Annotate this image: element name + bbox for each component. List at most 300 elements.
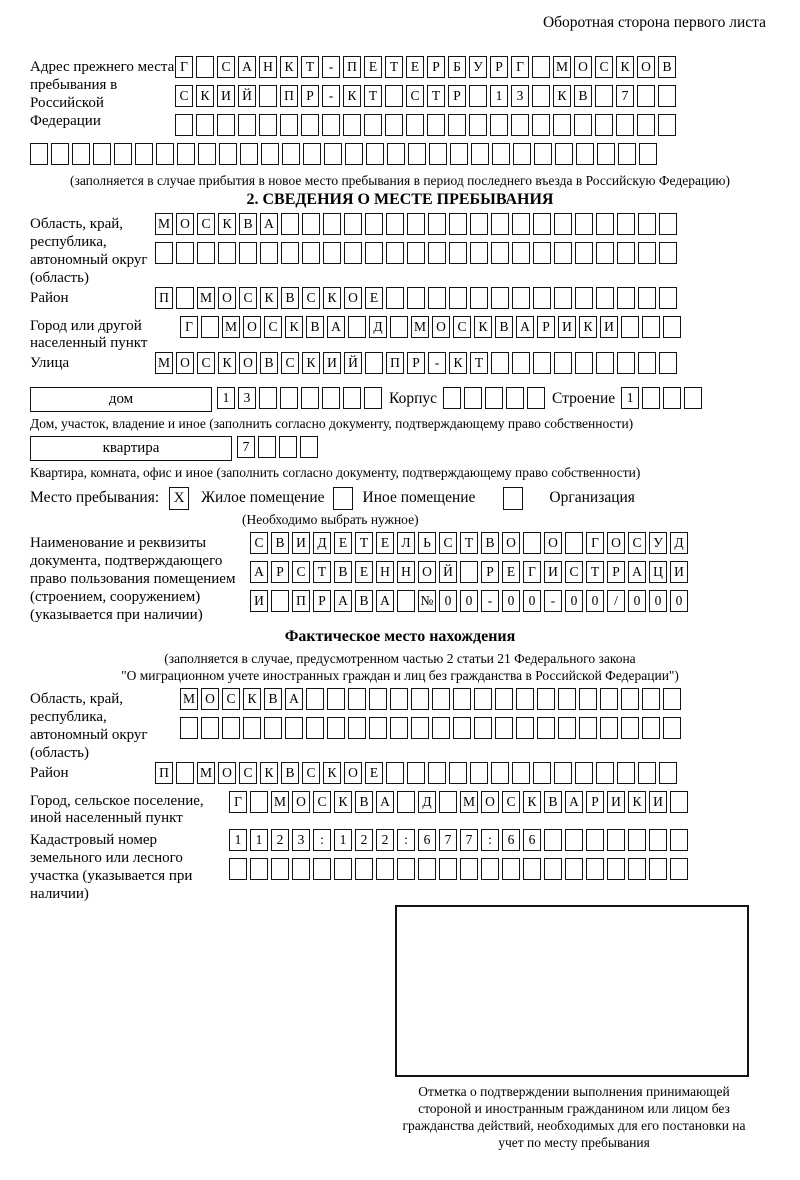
char-box bbox=[502, 858, 520, 880]
gorod-label: Город или другой населенный пункт bbox=[30, 318, 148, 351]
char-box bbox=[470, 213, 488, 235]
option-inoe-label: Иное помещение bbox=[362, 489, 476, 506]
char-box: В bbox=[495, 316, 513, 338]
char-box bbox=[595, 85, 613, 107]
char-box bbox=[511, 114, 529, 136]
char-box: Р bbox=[301, 85, 319, 107]
char-box bbox=[327, 688, 345, 710]
char-box: К bbox=[553, 85, 571, 107]
field-gorod bbox=[30, 316, 770, 352]
char-row bbox=[250, 532, 691, 555]
char-box bbox=[365, 213, 383, 235]
char-box bbox=[250, 791, 268, 813]
char-box bbox=[427, 114, 445, 136]
char-box bbox=[659, 213, 677, 235]
char-box bbox=[460, 561, 478, 583]
char-box bbox=[385, 114, 403, 136]
char-box bbox=[345, 143, 363, 165]
char-box bbox=[302, 213, 320, 235]
char-box bbox=[280, 387, 298, 409]
char-box bbox=[565, 858, 583, 880]
char-box: С bbox=[313, 791, 331, 813]
char-box bbox=[369, 717, 387, 739]
char-box: И bbox=[558, 316, 576, 338]
char-box bbox=[222, 717, 240, 739]
char-box: В bbox=[481, 532, 499, 554]
char-box: О bbox=[243, 316, 261, 338]
field-kvartira bbox=[30, 436, 770, 462]
prev-address-caption: (заполняется в случае прибытия в новое место пребывания в период последнего въезда в Российскую Федерацию) bbox=[69, 173, 731, 188]
kadastr-rows bbox=[229, 829, 691, 887]
char-box: С bbox=[628, 532, 646, 554]
char-box: С bbox=[197, 213, 215, 235]
char-box bbox=[670, 791, 688, 813]
char-box bbox=[495, 688, 513, 710]
char-box bbox=[344, 213, 362, 235]
char-box: И bbox=[544, 561, 562, 583]
char-box bbox=[586, 858, 604, 880]
kvartira-caption: Квартира, комната, офис и иное (заполнить согласно документу, подтверждающему право собственности) bbox=[30, 465, 641, 480]
char-box: П bbox=[386, 352, 404, 374]
char-box: К bbox=[302, 352, 320, 374]
char-box: И bbox=[670, 561, 688, 583]
char-box bbox=[597, 143, 615, 165]
char-box bbox=[364, 387, 382, 409]
char-box bbox=[565, 829, 583, 851]
stamp-area bbox=[395, 905, 749, 1077]
char-box bbox=[439, 858, 457, 880]
char-row bbox=[155, 242, 680, 265]
char-box: Г bbox=[229, 791, 247, 813]
char-box bbox=[259, 85, 277, 107]
char-box bbox=[638, 287, 656, 309]
char-box: С bbox=[302, 762, 320, 784]
char-box bbox=[470, 242, 488, 264]
char-box bbox=[407, 242, 425, 264]
char-box bbox=[474, 688, 492, 710]
char-box: О bbox=[239, 352, 257, 374]
char-box bbox=[659, 242, 677, 264]
char-box bbox=[638, 352, 656, 374]
char-box bbox=[301, 387, 319, 409]
char-box: О bbox=[218, 762, 236, 784]
char-box: - bbox=[544, 590, 562, 612]
char-box bbox=[659, 287, 677, 309]
char-box: К bbox=[334, 791, 352, 813]
char-box bbox=[407, 213, 425, 235]
char-row bbox=[229, 858, 691, 881]
char-box bbox=[397, 590, 415, 612]
char-box: В bbox=[658, 56, 676, 78]
char-row bbox=[175, 85, 679, 108]
char-box bbox=[406, 114, 424, 136]
char-box: М bbox=[197, 762, 215, 784]
char-box: Т bbox=[586, 561, 604, 583]
char-box: Р bbox=[271, 561, 289, 583]
field-ulitsa bbox=[30, 352, 770, 381]
char-box: Д bbox=[670, 532, 688, 554]
char-box: Е bbox=[355, 561, 373, 583]
char-box bbox=[596, 242, 614, 264]
char-box: Г bbox=[523, 561, 541, 583]
char-box: 0 bbox=[523, 590, 541, 612]
char-box bbox=[175, 114, 193, 136]
char-box bbox=[449, 213, 467, 235]
char-box bbox=[271, 590, 289, 612]
char-row bbox=[175, 56, 679, 79]
char-box bbox=[554, 762, 572, 784]
char-box: В bbox=[334, 561, 352, 583]
char-box: С bbox=[217, 56, 235, 78]
char-box: К bbox=[218, 352, 236, 374]
char-box: К bbox=[323, 762, 341, 784]
char-box bbox=[670, 858, 688, 880]
char-box: Р bbox=[607, 561, 625, 583]
fact-raion-label: Район bbox=[30, 765, 69, 781]
char-box bbox=[323, 213, 341, 235]
char-box: Р bbox=[427, 56, 445, 78]
char-box bbox=[637, 85, 655, 107]
char-box bbox=[617, 287, 635, 309]
char-box: 2 bbox=[355, 829, 373, 851]
char-box: Р bbox=[313, 590, 331, 612]
char-box bbox=[219, 143, 237, 165]
checkbox-organizatsiya bbox=[503, 487, 523, 510]
char-box: 7 bbox=[237, 436, 255, 458]
char-box bbox=[596, 287, 614, 309]
char-box: 7 bbox=[439, 829, 457, 851]
char-box bbox=[250, 858, 268, 880]
char-box: Д bbox=[313, 532, 331, 554]
char-box bbox=[554, 242, 572, 264]
char-box: М bbox=[553, 56, 571, 78]
char-box bbox=[659, 352, 677, 374]
char-box: Р bbox=[481, 561, 499, 583]
char-box: А bbox=[238, 56, 256, 78]
char-box: Т bbox=[301, 56, 319, 78]
char-box: 7 bbox=[460, 829, 478, 851]
char-box: 7 bbox=[616, 85, 634, 107]
mesto-label: Место пребывания: bbox=[30, 489, 160, 506]
char-box: Г bbox=[180, 316, 198, 338]
char-box bbox=[628, 858, 646, 880]
char-box: Т bbox=[427, 85, 445, 107]
char-box bbox=[301, 114, 319, 136]
char-box bbox=[407, 762, 425, 784]
char-box bbox=[506, 387, 524, 409]
char-box bbox=[490, 114, 508, 136]
fact-gorod-label: Город, сельское поселение, иной населенный пункт bbox=[30, 793, 204, 826]
char-box bbox=[617, 352, 635, 374]
char-box bbox=[369, 688, 387, 710]
char-box: О bbox=[176, 352, 194, 374]
char-box: Г bbox=[586, 532, 604, 554]
kvartira-box: квартира bbox=[30, 436, 232, 461]
char-box bbox=[576, 143, 594, 165]
char-box bbox=[386, 213, 404, 235]
char-box: А bbox=[376, 590, 394, 612]
dom-caption: Дом, участок, владение и иное (заполнить согласно документу, подтверждающему право собственности) bbox=[30, 416, 634, 431]
dom-box: дом bbox=[30, 387, 212, 412]
char-row bbox=[237, 436, 321, 459]
fact-oblast-rows bbox=[180, 688, 684, 746]
char-box: М bbox=[180, 688, 198, 710]
char-box bbox=[323, 242, 341, 264]
char-box: П bbox=[155, 762, 173, 784]
char-box bbox=[464, 387, 482, 409]
char-box bbox=[491, 242, 509, 264]
char-box bbox=[553, 114, 571, 136]
char-box bbox=[198, 143, 216, 165]
char-box bbox=[449, 242, 467, 264]
char-row bbox=[217, 387, 385, 410]
char-box bbox=[579, 717, 597, 739]
char-box bbox=[313, 858, 331, 880]
char-box: Р bbox=[407, 352, 425, 374]
char-box bbox=[30, 143, 48, 165]
char-box: Т bbox=[313, 561, 331, 583]
char-box bbox=[177, 143, 195, 165]
char-box: Й bbox=[439, 561, 457, 583]
char-box bbox=[432, 717, 450, 739]
char-box: С bbox=[239, 762, 257, 784]
char-box bbox=[638, 242, 656, 264]
char-box: У bbox=[649, 532, 667, 554]
page-side-note: Оборотная сторона первого листа bbox=[542, 14, 766, 31]
char-box bbox=[387, 143, 405, 165]
char-box bbox=[642, 316, 660, 338]
char-box bbox=[512, 213, 530, 235]
field-raion bbox=[30, 287, 770, 316]
char-box bbox=[596, 213, 614, 235]
char-box bbox=[355, 858, 373, 880]
char-box bbox=[638, 762, 656, 784]
char-box bbox=[390, 316, 408, 338]
char-box: О bbox=[176, 213, 194, 235]
char-box bbox=[292, 858, 310, 880]
char-box bbox=[397, 791, 415, 813]
char-box: 6 bbox=[502, 829, 520, 851]
char-box bbox=[491, 213, 509, 235]
char-box bbox=[239, 242, 257, 264]
char-box bbox=[155, 242, 173, 264]
char-box bbox=[135, 143, 153, 165]
char-box bbox=[555, 143, 573, 165]
char-box: Ц bbox=[649, 561, 667, 583]
char-box: А bbox=[327, 316, 345, 338]
char-box bbox=[554, 287, 572, 309]
char-box bbox=[670, 829, 688, 851]
char-box bbox=[240, 143, 258, 165]
char-box bbox=[448, 114, 466, 136]
char-box bbox=[156, 143, 174, 165]
char-box bbox=[432, 688, 450, 710]
char-box: Ь bbox=[418, 532, 436, 554]
char-box bbox=[575, 762, 593, 784]
char-box bbox=[512, 287, 530, 309]
checkbox-zhiloe: X bbox=[169, 487, 189, 510]
char-box bbox=[618, 143, 636, 165]
char-box: П bbox=[292, 590, 310, 612]
char-box: А bbox=[376, 791, 394, 813]
char-box: Н bbox=[376, 561, 394, 583]
char-box bbox=[281, 213, 299, 235]
checkbox-inoe bbox=[333, 487, 353, 510]
char-box: В bbox=[281, 762, 299, 784]
char-box: С bbox=[264, 316, 282, 338]
char-box: 3 bbox=[511, 85, 529, 107]
char-box bbox=[533, 762, 551, 784]
char-box bbox=[365, 352, 383, 374]
char-box: И bbox=[323, 352, 341, 374]
section2-title: 2. СВЕДЕНИЯ О МЕСТЕ ПРЕБЫВАНИЯ bbox=[246, 191, 554, 208]
char-box: 0 bbox=[439, 590, 457, 612]
char-box bbox=[637, 114, 655, 136]
field-fact-gorod bbox=[30, 791, 770, 827]
char-box bbox=[534, 143, 552, 165]
mesto-note: (Необходимо выбрать нужное) bbox=[242, 512, 419, 527]
char-box bbox=[279, 436, 297, 458]
char-row bbox=[175, 114, 679, 137]
char-box: О bbox=[292, 791, 310, 813]
char-box: Й bbox=[344, 352, 362, 374]
char-box bbox=[322, 114, 340, 136]
char-box bbox=[481, 858, 499, 880]
char-row bbox=[250, 561, 691, 584]
char-box: К bbox=[260, 287, 278, 309]
char-box bbox=[449, 762, 467, 784]
char-box: 0 bbox=[649, 590, 667, 612]
prev-address-label: Адрес прежнего места пребывания в Российской Федерации bbox=[30, 59, 175, 129]
char-box bbox=[460, 858, 478, 880]
char-box: Е bbox=[365, 287, 383, 309]
char-box: Й bbox=[238, 85, 256, 107]
char-box bbox=[217, 114, 235, 136]
char-box bbox=[408, 143, 426, 165]
char-box bbox=[93, 143, 111, 165]
char-box bbox=[264, 717, 282, 739]
char-box bbox=[533, 287, 551, 309]
char-box: С bbox=[406, 85, 424, 107]
char-box: А bbox=[285, 688, 303, 710]
char-box: К bbox=[579, 316, 597, 338]
char-box: Е bbox=[376, 532, 394, 554]
char-box: 1 bbox=[217, 387, 235, 409]
field-mesto-prebyvaniya bbox=[30, 487, 770, 511]
char-box: И bbox=[607, 791, 625, 813]
fact-location-caption-1: (заполняется в случае, предусмотренном частью 2 статьи 21 Федерального закона bbox=[164, 651, 636, 666]
char-box: В bbox=[260, 352, 278, 374]
char-box bbox=[621, 717, 639, 739]
char-box: К bbox=[218, 213, 236, 235]
char-box bbox=[196, 56, 214, 78]
char-box: : bbox=[481, 829, 499, 851]
char-box: К bbox=[260, 762, 278, 784]
char-box: 3 bbox=[292, 829, 310, 851]
char-box bbox=[303, 143, 321, 165]
char-box: С bbox=[222, 688, 240, 710]
char-box bbox=[642, 688, 660, 710]
char-box bbox=[322, 387, 340, 409]
char-box bbox=[229, 858, 247, 880]
char-row bbox=[155, 287, 680, 310]
char-box bbox=[201, 316, 219, 338]
char-box: С bbox=[302, 287, 320, 309]
char-box: 1 bbox=[334, 829, 352, 851]
korpus-label: Корпус bbox=[389, 390, 437, 407]
char-box: Б bbox=[448, 56, 466, 78]
char-box: М bbox=[155, 213, 173, 235]
char-box: Е bbox=[364, 56, 382, 78]
char-box bbox=[196, 114, 214, 136]
char-box: 0 bbox=[502, 590, 520, 612]
char-box bbox=[554, 213, 572, 235]
char-box bbox=[495, 717, 513, 739]
char-box bbox=[407, 287, 425, 309]
char-box bbox=[411, 688, 429, 710]
char-box bbox=[365, 242, 383, 264]
char-box bbox=[258, 436, 276, 458]
char-box: Г bbox=[175, 56, 193, 78]
char-box: 0 bbox=[586, 590, 604, 612]
char-box bbox=[428, 213, 446, 235]
char-row bbox=[155, 213, 680, 236]
char-box bbox=[418, 858, 436, 880]
char-box bbox=[280, 114, 298, 136]
char-box: В bbox=[271, 532, 289, 554]
oblast-rows bbox=[155, 213, 680, 271]
char-box bbox=[428, 242, 446, 264]
char-box: Н bbox=[259, 56, 277, 78]
char-box: Т bbox=[470, 352, 488, 374]
char-box bbox=[621, 316, 639, 338]
char-box bbox=[260, 242, 278, 264]
char-row bbox=[155, 762, 680, 785]
char-box: И bbox=[649, 791, 667, 813]
char-box bbox=[649, 829, 667, 851]
char-box bbox=[453, 717, 471, 739]
char-row-full-width bbox=[30, 143, 770, 166]
char-box bbox=[512, 762, 530, 784]
char-box: Т bbox=[385, 56, 403, 78]
char-box bbox=[575, 242, 593, 264]
char-box: С bbox=[453, 316, 471, 338]
char-box bbox=[596, 352, 614, 374]
char-box bbox=[281, 242, 299, 264]
char-box: С bbox=[292, 561, 310, 583]
char-box bbox=[238, 114, 256, 136]
char-box bbox=[532, 85, 550, 107]
char-box bbox=[344, 242, 362, 264]
char-box bbox=[537, 688, 555, 710]
char-box bbox=[218, 242, 236, 264]
stamp-caption: Отметка о подтверждении выполнения принимающей стороной и иностранным гражданином или лицом без гражданства действий, необходимых для его постановки на учет по месту пребывания bbox=[402, 1084, 746, 1150]
char-box: К bbox=[196, 85, 214, 107]
char-box bbox=[470, 762, 488, 784]
char-box bbox=[364, 114, 382, 136]
char-box bbox=[628, 829, 646, 851]
char-box bbox=[586, 829, 604, 851]
ulitsa-label: Улица bbox=[30, 355, 70, 371]
char-box: : bbox=[397, 829, 415, 851]
char-row bbox=[229, 829, 691, 852]
char-box: А bbox=[260, 213, 278, 235]
char-box bbox=[180, 717, 198, 739]
char-box: Д bbox=[418, 791, 436, 813]
char-box bbox=[397, 858, 415, 880]
char-box bbox=[617, 213, 635, 235]
kadastr-label: Кадастровый номер земельного или лесного участка (указывается при наличии) bbox=[30, 832, 193, 902]
